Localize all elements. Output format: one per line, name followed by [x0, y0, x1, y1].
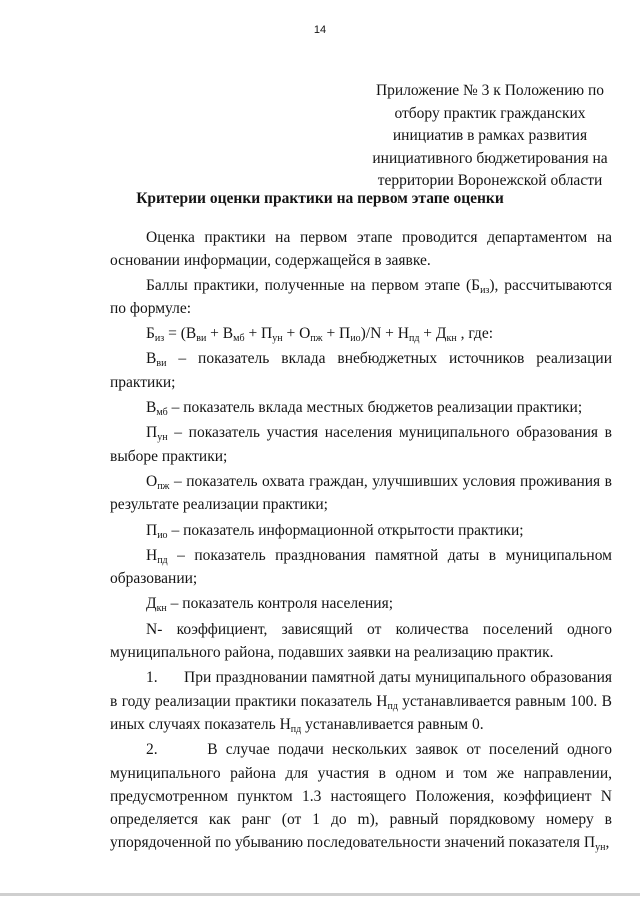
appendix-line: инициативного бюджетирования на [372, 149, 608, 167]
appendix-block [360, 80, 620, 193]
formula: $Б_{из} = (В_{ви} + В_{мб} + П_{ун} + О_{пж} + П_{ио})/N + Н_{пд} + Д_{кн}$ , где: [146, 325, 494, 345]
definition-n: N- коэффициент, зависящий от количества поселений одного муниципального района, подавших заявки на реализацию практик. [110, 620, 612, 662]
document-body [110, 226, 612, 855]
definition-pun: $П_{ун}$ – показатель участия населения муниципального образования в выборе практики; [110, 424, 612, 465]
page-number: 14 [313, 24, 327, 36]
list-item-2: 2. В случае подачи нескольких заявок от поселений одного муниципального района для участия в одном и том же направлении, предусмотренном пунктом 1.3 настоящего Положения, коэффициент N определяется как ранг (от 1 до m), равный порядковому номеру в упорядоченной по убыванию последовательности значений показателя $П_{ун}$, [110, 741, 613, 854]
appendix-line: отбору практик гражданских [394, 104, 586, 122]
list-item-1: 1. При праздновании памятной даты муниципального образования в году реализации практики показатель $Н_{пд}$ устанавливается равным 100. В иных случаях показатель $Н_{пд}$ устанавливается равным 0. [110, 669, 613, 735]
definition-opzh: $О_{пж}$ – показатель охвата граждан, улучшивших условия проживания в результате реализации практики; [110, 472, 612, 514]
appendix-line: инициатив в рамках развития [392, 127, 588, 144]
paragraph-points: Баллы практики, полученные на первом этапе $(Б_{из})$, рассчитываются по формуле: [110, 276, 613, 317]
document-heading: Критерии оценки практики на первом этапе оценки [136, 190, 504, 207]
definition-vvi: $В_{ви}$ – показатель вклада внебюджетных источников реализации практики; [110, 350, 612, 391]
definition-dkn: $Д_{кн}$ – показатель контроля населения; [146, 595, 393, 615]
appendix-line: Приложение № 3 к Положению по [375, 82, 605, 99]
scan-edge [0, 893, 640, 896]
definition-vmb: $В_{мб}$ – показатель вклада местных бюджетов реализации практики; [146, 399, 583, 419]
paragraph-intro: Оценка практики на первом этапе проводится департаментом на основании информации, содержащейся в заявке. [110, 229, 612, 270]
appendix-line: территории Воронежской области [377, 172, 603, 189]
definition-pio: $П_{ио}$ – показатель информационной открытости практики; [146, 521, 524, 541]
definition-npd: $Н_{пд}$ – показатель празднования памятной даты в муниципальном образовании; [110, 546, 612, 588]
